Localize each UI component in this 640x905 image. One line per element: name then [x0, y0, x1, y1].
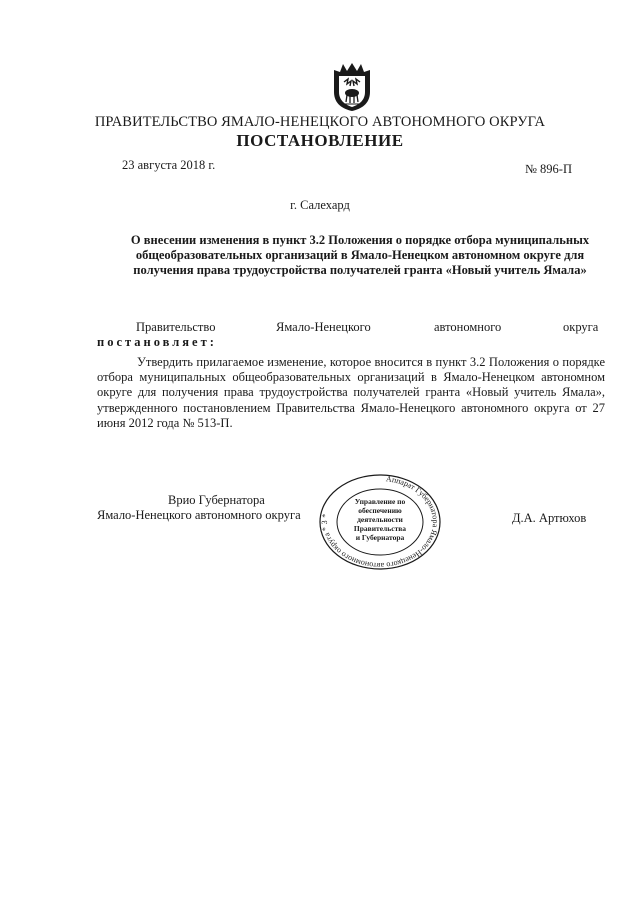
- document-date: 23 августа 2018 г.: [122, 158, 216, 172]
- svg-text:и Губернатора: и Губернатора: [355, 533, 405, 542]
- preamble-word: автономного: [434, 320, 502, 334]
- document-type-title: ПОСТАНОВЛЕНИЕ: [236, 131, 404, 150]
- svg-text:Аппарат Губернатора Ямало-Нене: Аппарат Губернатора Ямало-Ненецкого автономного округа * 3 *: [319, 474, 440, 571]
- official-stamp: [318, 472, 442, 572]
- signer-name: Д.А. Артюхов: [512, 511, 587, 525]
- document-number: № 896-П: [525, 162, 572, 176]
- document-city: г. Салехард: [290, 198, 350, 212]
- svg-text:Управление по: Управление по: [354, 497, 406, 506]
- decree-body: Утвердить прилагаемое изменение, которое вносится в пункт 3.2 Положения о порядке отбора муниципальных общеобразовательных организаций в Ямало-Ненецком автономном округе для получения права трудоустройства получателей гранта «Новый учитель Ямала», утвержденного постановлением Правительства Ямало-Ненецкого автономного округа от 27 июня 2012 года № 513-П.: [97, 355, 605, 430]
- decree-word: постановляет:: [97, 335, 217, 349]
- svg-text:Правительства: Правительства: [353, 524, 407, 533]
- svg-text:деятельности: деятельности: [357, 515, 403, 524]
- document-subject: О внесении изменения в пункт 3.2 Положения о порядке отбора муниципальных общеобразовательных организаций в Ямало-Ненецком автономном округе для получения права трудоустройства получателей гранта «Новый учитель Ямала»: [130, 233, 590, 277]
- preamble-word: округа: [563, 320, 599, 334]
- preamble-word: Ямало-Ненецкого: [276, 320, 371, 334]
- preamble-word: Правительство: [136, 320, 216, 334]
- coat-of-arms-emblem: [329, 62, 375, 112]
- svg-text:обеспечению: обеспечению: [358, 506, 402, 515]
- organization-title: ПРАВИТЕЛЬСТВО ЯМАЛО-НЕНЕЦКОГО АВТОНОМНОГО ОКРУГА: [94, 114, 546, 130]
- signer-position-line1: Врио Губернатора: [168, 493, 265, 507]
- signer-position-line2: Ямало-Ненецкого автономного округа: [97, 508, 301, 522]
